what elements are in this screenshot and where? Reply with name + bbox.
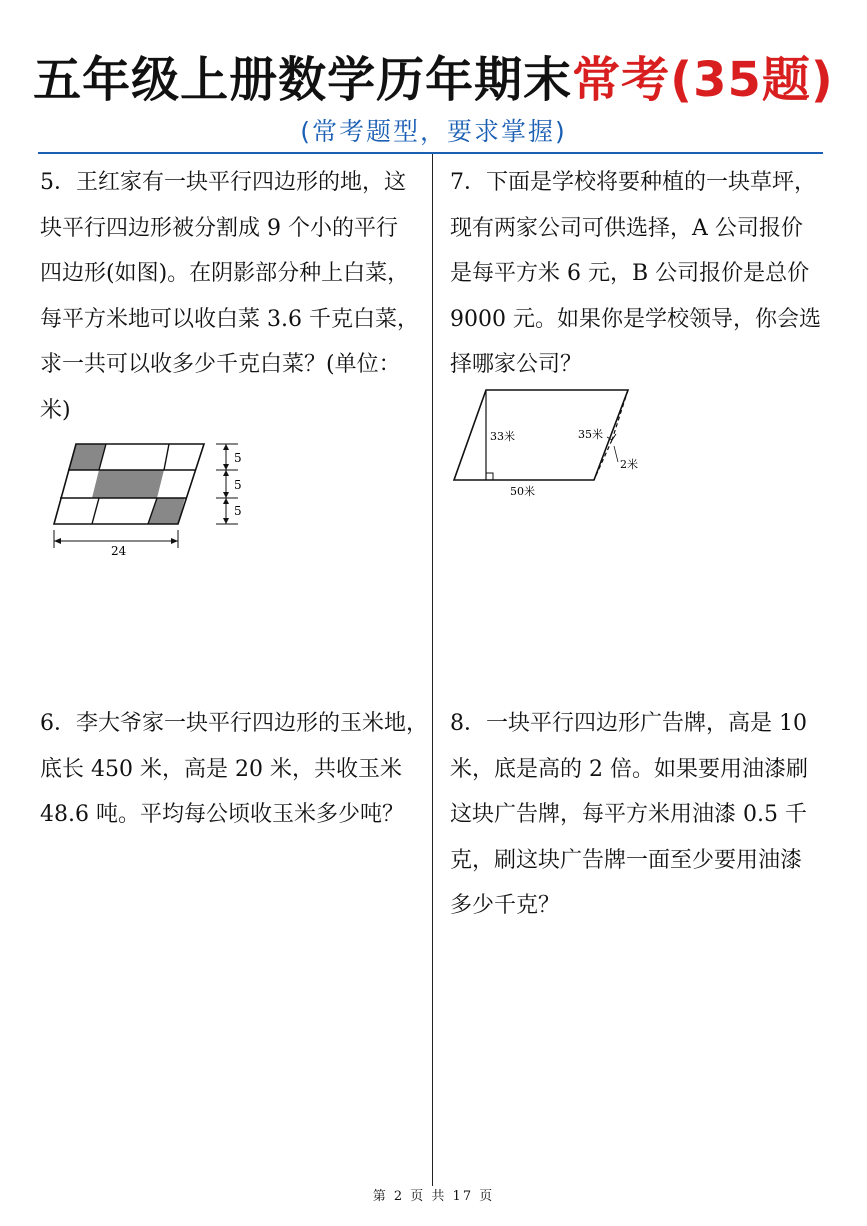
question-6-line: 底长 450 米，高是 20 米，共收玉米 — [40, 756, 402, 782]
question-5-line: 块平行四边形被分割成 9 个小的平行 — [40, 215, 398, 241]
question-7 — [450, 160, 835, 388]
question-7-line: 现有两家公司可供选择，A 公司报价 — [450, 215, 803, 241]
dim-label: 5 — [234, 504, 242, 518]
dim-label: 5 — [234, 451, 242, 465]
dim-label: 5 — [234, 478, 242, 492]
base-label: 50米 — [510, 485, 535, 498]
column-divider — [432, 154, 433, 1186]
question-8-line: 这块广告牌，每平方米用油漆 0.5 千 — [450, 802, 807, 827]
question-5-line: 米) — [40, 397, 71, 423]
page-title — [0, 48, 867, 112]
page-number: 第 2 页 共 17 页 — [372, 1189, 495, 1204]
question-5-figure — [48, 438, 258, 563]
title-highlight: 常考(35题) — [572, 52, 834, 108]
question-8-line: 多少千克？ — [450, 893, 561, 918]
question-5-line: 5．王红家有一块平行四边形的地，这 — [40, 170, 406, 195]
question-6 — [40, 701, 428, 838]
question-7-line: 是每平方米 6 元，B 公司报价是总价 — [450, 261, 810, 286]
question-5-line: 求一共可以收多少千克白菜？(单位： — [40, 352, 401, 377]
question-8 — [450, 701, 835, 929]
shaded-cell — [92, 470, 164, 498]
question-7-line: 9000 元。如果你是学校领导，你会选 — [450, 306, 821, 332]
slant-height-label: 35米 — [578, 428, 603, 441]
question-7-figure — [450, 382, 650, 502]
question-8-line: 8．一块平行四边形广告牌，高是 10 — [450, 711, 807, 736]
page-subtitle: (常考题型，要求掌握) — [300, 117, 567, 146]
question-6-line: 6．李大爷家一块平行四边形的玉米地， — [40, 711, 428, 736]
height-label: 33米 — [490, 430, 515, 443]
question-6-line: 48.6 吨。平均每公顷收玉米多少吨？ — [40, 802, 404, 827]
dim-label: 24 — [111, 544, 127, 558]
question-8-line: 米，底是高的 2 倍。如果要用油漆刷 — [450, 756, 808, 782]
header-divider — [38, 152, 823, 154]
title-main: 五年级上册数学历年期末 — [33, 52, 573, 108]
question-7-line: 7．下面是学校将要种植的一块草坪， — [450, 170, 816, 195]
question-8-line: 克，刷这块广告牌一面至少要用油漆 — [450, 847, 803, 873]
question-5 — [40, 160, 425, 433]
side-label: 2米 — [620, 458, 638, 471]
question-7-line: 择哪家公司？ — [450, 352, 583, 377]
question-5-line: 四边形(如图)。在阴影部分种上白菜， — [40, 261, 410, 286]
question-5-line: 每平方米地可以收白菜 3.6 千克白菜， — [40, 306, 419, 332]
